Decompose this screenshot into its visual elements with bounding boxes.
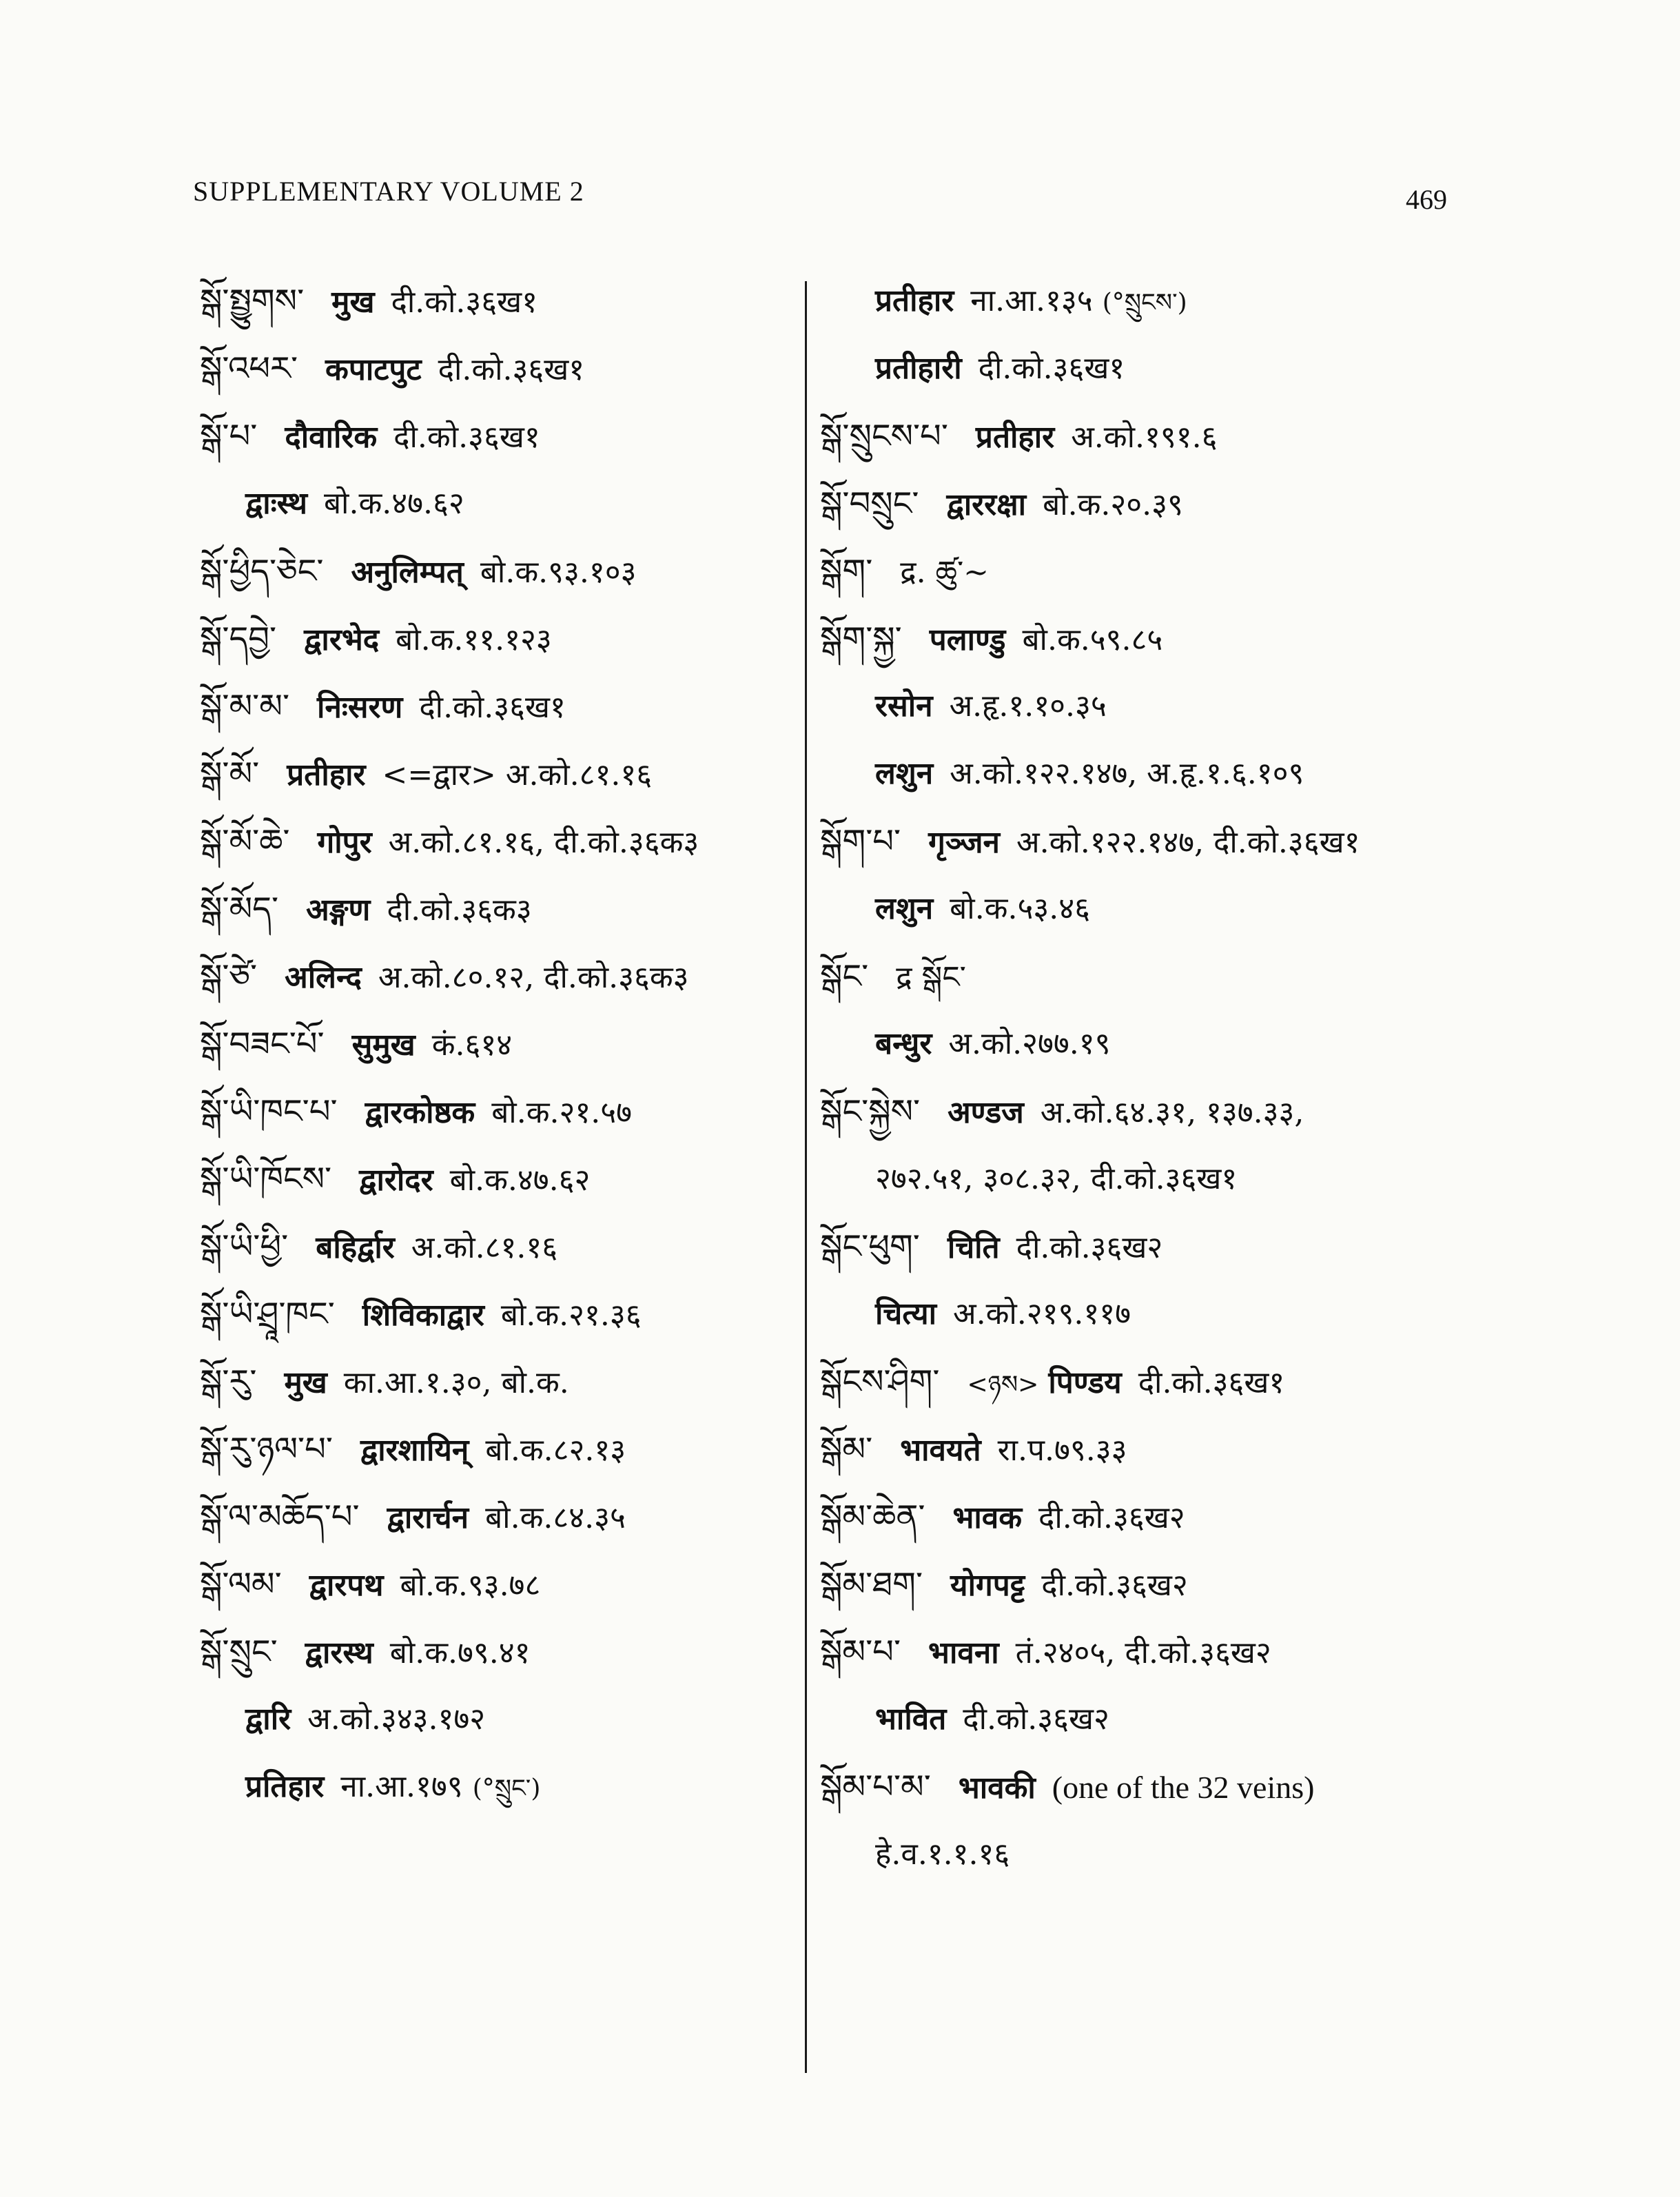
sanskrit-term: प्रतीहार — [287, 757, 366, 793]
tibetan-headword: སྒོ་ཕྱིད་ཅེང་ — [200, 552, 324, 591]
tibetan-headword: སྒོག་ — [820, 552, 873, 591]
sanskrit-term: मुख — [284, 1365, 327, 1400]
source-reference: बो.क.२१.५७ — [491, 1095, 632, 1130]
sanskrit-term: बहिर्द्वार — [316, 1230, 395, 1265]
source-reference: अ.को.८१.१६ — [411, 1230, 558, 1265]
sanskrit-term: प्रतीहार — [875, 283, 954, 318]
dictionary-entry — [820, 1078, 1454, 1145]
grammatical-note: <ཉས> — [967, 1371, 1039, 1399]
dictionary-entry — [200, 1145, 806, 1213]
dictionary-entry — [820, 267, 1454, 335]
tibetan-headword: སྒོ་མ་མ་ — [200, 687, 290, 726]
source-reference: बो.क.७९.४१ — [389, 1635, 531, 1670]
dictionary-entry — [200, 1010, 806, 1078]
source-reference: बो.क.४७.६२ — [323, 486, 464, 521]
source-reference: अ.को.१२२.१४७, दी.को.३६ख१ — [1016, 825, 1360, 860]
sanskrit-term: द्वारकोष्ठक — [365, 1095, 475, 1130]
sanskrit-term: प्रतीहारी — [875, 351, 962, 386]
sanskrit-term: भावकी — [958, 1770, 1036, 1806]
sanskrit-term: भावना — [928, 1635, 999, 1670]
dictionary-entry — [820, 605, 1454, 673]
sanskrit-term: द्वारभेद — [304, 622, 380, 657]
page-header — [193, 170, 1447, 218]
dictionary-entry — [820, 808, 1454, 875]
source-reference: दी.को.३६ख१ — [393, 420, 540, 455]
dictionary-entry — [820, 943, 1454, 1010]
source-reference: बो.क.५३.४६ — [950, 891, 1090, 926]
source-reference: दी.को.३६ख१ — [978, 351, 1125, 386]
tibetan-headword: སྒོ་རུ་ — [200, 1362, 257, 1401]
tibetan-headword: སྒོང་སྐྱེས་ — [820, 1092, 921, 1131]
source-reference: बो.क.५९.८५ — [1022, 622, 1163, 657]
dictionary-entry — [200, 1483, 806, 1551]
dictionary-entry — [200, 538, 806, 605]
dictionary-entry — [820, 673, 1454, 740]
tibetan-headword: སྒོ་ཡི་ཤྲཱ་ཁང་ — [200, 1295, 335, 1333]
sanskrit-term: योगपट्ट — [950, 1568, 1025, 1603]
sanskrit-term: पलाण्डु — [929, 622, 1006, 657]
sanskrit-term: दौवारिक — [285, 420, 378, 455]
dictionary-entry — [200, 875, 806, 943]
dictionary-entry — [200, 1686, 806, 1753]
source-reference: अ.हृ.१.१०.३५ — [949, 688, 1107, 724]
source-reference: दी.को.३६क३ — [387, 892, 532, 928]
tibetan-headword: སྒོང་ཕུག་ — [820, 1227, 920, 1266]
tibetan-headword: སྒོམ་ — [820, 1430, 873, 1469]
left-column — [200, 267, 806, 1821]
dictionary-entry — [820, 1280, 1454, 1348]
source-reference: बो.क.९३.७८ — [400, 1568, 541, 1603]
sanskrit-term: द्वारोदर — [359, 1163, 433, 1198]
source-reference: दी.को.३६ख१ — [419, 690, 566, 725]
tibetan-variant-note: (°སྲུངས་) — [1102, 289, 1187, 317]
sanskrit-term: भावक — [952, 1500, 1023, 1535]
dictionary-entry — [200, 335, 806, 402]
sanskrit-term: द्वाःस्थ — [245, 486, 307, 521]
dictionary-entry — [820, 740, 1454, 808]
page-number: 469 — [1406, 184, 1447, 215]
sanskrit-term: द्वारस्थ — [305, 1635, 373, 1670]
tibetan-headword: སྒོམ་པ་ — [820, 1633, 901, 1671]
source-reference: अ.को.६४.३१, १३७.३३, — [1040, 1095, 1304, 1130]
dictionary-entry — [200, 470, 806, 538]
sanskrit-term: अङ्गण — [306, 892, 371, 928]
source-reference: हे.व.१.१.१६ — [875, 1837, 1010, 1872]
dictionary-entry — [820, 875, 1454, 943]
tibetan-headword: སྒོ་པ་ — [200, 417, 258, 456]
dictionary-entry — [200, 1551, 806, 1618]
tibetan-headword: སྒོ་རུ་ཉལ་པ་ — [200, 1430, 333, 1469]
source-reference: अ.को.२७७.१९ — [948, 1026, 1111, 1061]
source-reference: अ.को.१२२.१४७, अ.हृ.१.६.१०९ — [950, 756, 1304, 791]
sanskrit-term: चित्या — [875, 1296, 937, 1331]
sanskrit-term: चिति — [947, 1230, 1000, 1265]
source-reference: बो.क.८४.३५ — [485, 1500, 626, 1535]
tibetan-headword: སྒོ་དབྱེ་ — [200, 620, 277, 658]
source-reference: <=द्वार> अ.को.८१.१६ — [382, 757, 653, 793]
tibetan-headword: སྒོ་ལ་མཆོད་པ་ — [200, 1498, 360, 1536]
dictionary-entry — [200, 1416, 806, 1483]
dictionary-entry — [820, 1551, 1454, 1618]
source-reference: बो.क.२०.३९ — [1043, 487, 1183, 522]
dictionary-entry — [820, 402, 1454, 470]
dictionary-entry — [820, 1348, 1454, 1416]
tibetan-headword: སྒོ་མོ་ — [200, 755, 260, 793]
sanskrit-term: निःसरण — [317, 690, 403, 725]
tibetan-headword: སྒོ་མོ་ཆེ་ — [200, 822, 290, 861]
dictionary-entry — [820, 335, 1454, 402]
source-reference: दी.को.३६ख१ — [391, 285, 538, 320]
sanskrit-term: शिविकाद्वार — [362, 1298, 484, 1333]
source-reference: ना.आ.१७९ — [340, 1769, 463, 1804]
dictionary-entry — [200, 1078, 806, 1145]
sanskrit-term: अण्डज — [947, 1095, 1024, 1130]
tibetan-headword: སྒོག་པ་ — [820, 822, 901, 861]
sanskrit-term: बन्धुर — [875, 1026, 932, 1061]
sanskrit-term: द्वारशायिन् — [360, 1433, 469, 1468]
tibetan-headword: སྒོངས་ཤིག་ — [820, 1362, 940, 1401]
source-reference: अ.को.२१९.११७ — [953, 1296, 1131, 1331]
dictionary-entry — [200, 1753, 806, 1821]
sanskrit-term: भावयते — [900, 1433, 981, 1468]
source-reference: तं.२४०५, दी.को.३६ख२ — [1015, 1635, 1271, 1670]
right-column — [820, 267, 1454, 1888]
source-reference: २७२.५१, ३०८.३२, दी.को.३६ख१ — [875, 1161, 1238, 1196]
dictionary-entry — [820, 1821, 1454, 1888]
tibetan-headword: སྒོ་ལམ་ — [200, 1565, 282, 1604]
sanskrit-term: गृञ्जन — [928, 825, 1000, 860]
sanskrit-term: द्वारार्चन — [387, 1500, 469, 1535]
dictionary-entry — [820, 1483, 1454, 1551]
sanskrit-term: प्रतीहार — [975, 420, 1055, 455]
sanskrit-term: कपाटपुट — [325, 352, 422, 387]
source-reference: बो.क.२१.३६ — [500, 1298, 642, 1333]
sanskrit-term: गोपुर — [317, 825, 372, 860]
tibetan-headword: སྒོ་སྤྱུགས་ — [200, 282, 305, 320]
dictionary-entry — [200, 808, 806, 875]
sanskrit-term: भावित — [875, 1702, 947, 1737]
sanskrit-term: मुख — [331, 285, 375, 320]
dictionary-entry — [200, 1213, 806, 1280]
source-reference: बो.क.८२.१३ — [485, 1433, 626, 1468]
tibetan-headword: སྒོང་ — [820, 957, 869, 996]
tibetan-headword: སྒོ་ཡི་ཕྱི་ — [200, 1227, 289, 1266]
sanskrit-term: रसोन — [875, 688, 933, 724]
dictionary-entry — [820, 1213, 1454, 1280]
english-gloss: (one of the 32 veins) — [1052, 1770, 1315, 1805]
dictionary-entry — [200, 1280, 806, 1348]
dictionary-entry — [200, 402, 806, 470]
source-reference: ना.आ.१३५ — [970, 283, 1093, 318]
dictionary-entry — [820, 1753, 1454, 1821]
sanskrit-term: अनुलिम्पत् — [351, 555, 464, 590]
dictionary-entry — [820, 1416, 1454, 1483]
tibetan-headword: སྒོ་ཡི་ཁོངས་ — [200, 1160, 332, 1198]
source-reference: अ.को.८१.१६, दी.को.३६क३ — [388, 825, 699, 860]
dictionary-entry — [820, 1686, 1454, 1753]
source-reference: अ.को.३४३.१७२ — [307, 1702, 486, 1737]
source-reference: बो.क.९३.१०३ — [480, 555, 637, 590]
tibetan-variant-note: (°སྲུང་) — [472, 1775, 541, 1803]
source-reference: द्र སྒོང་ — [896, 960, 966, 995]
sanskrit-term: द्वारि — [245, 1702, 291, 1737]
tibetan-headword: སྒོ་མོད་ — [200, 890, 279, 928]
source-reference: कं.६१४ — [431, 1028, 513, 1063]
source-reference: बो.क.११.१२३ — [396, 622, 552, 657]
dictionary-entry — [200, 1618, 806, 1686]
column-divider — [805, 281, 807, 2073]
source-reference: अ.को.८०.१२, दी.को.३६क३ — [378, 960, 689, 995]
tibetan-headword: སྒོམ་ཆེན་ — [820, 1498, 925, 1536]
dictionary-entry — [820, 1145, 1454, 1213]
dictionary-entry — [820, 1010, 1454, 1078]
dictionary-entry — [200, 943, 806, 1010]
source-reference: अ.को.१९१.६ — [1071, 420, 1218, 455]
sanskrit-term: प्रतिहार — [245, 1769, 325, 1804]
tibetan-headword: སྒོ་སྲུངས་པ་ — [820, 417, 948, 456]
sanskrit-term: द्वारपथ — [309, 1568, 384, 1603]
source-reference: दी.को.३६ख२ — [1016, 1230, 1163, 1265]
dictionary-entry — [200, 267, 806, 335]
sanskrit-term: लशुन — [875, 891, 934, 926]
sanskrit-term: अलिन्द — [285, 960, 362, 995]
source-reference: दी.को.३६ख१ — [1138, 1365, 1285, 1400]
dictionary-entry — [200, 1348, 806, 1416]
source-reference: द्र. ཚུ་~ — [900, 555, 990, 590]
sanskrit-term: द्वाररक्षा — [946, 487, 1027, 522]
dictionary-entry — [820, 1618, 1454, 1686]
tibetan-headword: སྒོམ་པ་མ་ — [820, 1768, 931, 1806]
source-reference: दी.को.३६ख२ — [1041, 1568, 1188, 1603]
tibetan-headword: སྒོ་ཙེ་ — [200, 957, 258, 996]
tibetan-headword: སྒོ་བཟང་པོ་ — [200, 1025, 325, 1063]
dictionary-entry — [820, 538, 1454, 605]
source-reference: बो.क.४७.६२ — [449, 1163, 591, 1198]
sanskrit-term: पिण्डय — [1048, 1365, 1122, 1400]
tibetan-headword: སྒོ་བསྲུང་ — [820, 484, 919, 523]
running-head: SUPPLEMENTARY VOLUME 2 — [193, 176, 584, 207]
dictionary-entry — [200, 740, 806, 808]
source-reference: दी.को.३६ख२ — [1038, 1500, 1185, 1535]
dictionary-entry — [200, 673, 806, 740]
tibetan-headword: སྒོ་ཡི་ཁང་པ་ — [200, 1092, 338, 1131]
tibetan-headword: སྒོམ་ཐག་ — [820, 1565, 923, 1604]
source-reference: दी.को.३६ख२ — [963, 1702, 1109, 1737]
source-reference: का.आ.१.३०, बो.क. — [343, 1365, 569, 1400]
dictionary-entry — [820, 470, 1454, 538]
sanskrit-term: लशुन — [875, 756, 934, 791]
tibetan-headword: སྒོ་འཕར་ — [200, 349, 298, 388]
tibetan-headword: སྒོག་སྐྱ་ — [820, 620, 902, 658]
sanskrit-term: सुमुख — [351, 1028, 416, 1063]
dictionary-entry — [200, 605, 806, 673]
tibetan-headword: སྒོ་སྲུང་ — [200, 1633, 278, 1671]
source-reference: दी.को.३६ख१ — [438, 352, 585, 387]
source-reference: रा.प.७९.३३ — [997, 1433, 1127, 1468]
